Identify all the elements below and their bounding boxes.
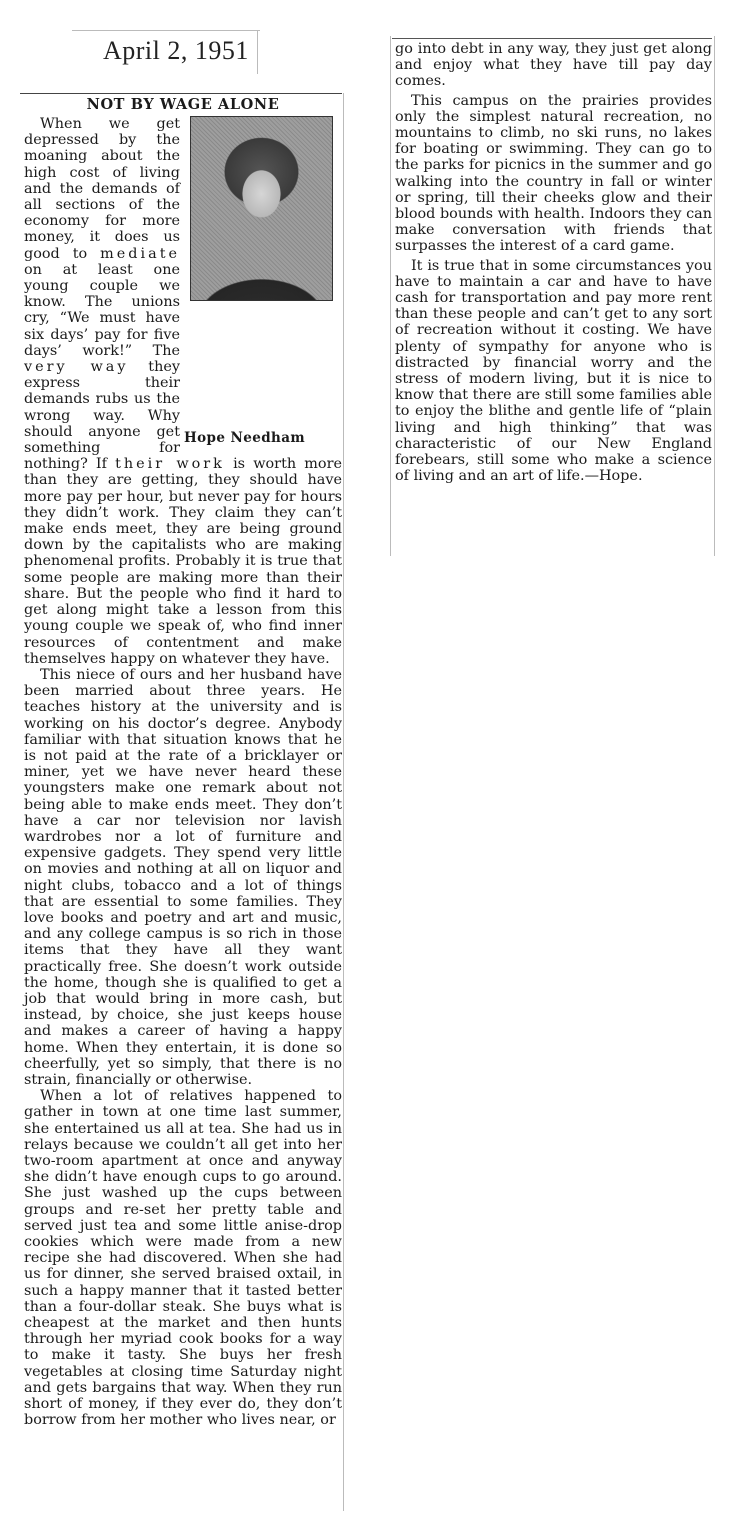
column-divider-right: [714, 36, 715, 556]
date-rule-side: [257, 30, 258, 74]
text-run: very way: [24, 359, 129, 376]
paragraph-continued: go into debt in any way, they just get along and enjoy what they have till pay day comes.: [395, 41, 712, 90]
headline-rule: [20, 93, 342, 94]
text-run: mediate: [100, 245, 180, 262]
paragraph-3: When a lot of relatives happened to gather in town at one time last summer, she entertained us all at tea. She had us in relays because we couldn’t all get into her two-room apartment at once and anyway she didn’t have enough cups to go around. She just washed up the cups between groups and re-set her pretty table and served just tea and some little anise-drop cookies which were made from a new recipe she had discovered. When she had us for dinner, she served braised oxtail, in such a happy manner that it tasted better than a four-dollar steak. She buys what is cheapest at the market and then hunts through her myriad cook books for a way to make it tasty. She buys her fresh vegetables at closing time Saturday night and gets bargains that way. When they run short of money, if they ever do, they don’t borrow from her mother who lives near, or: [24, 1088, 342, 1429]
author-photo: [190, 116, 333, 301]
text-run: their work: [115, 456, 225, 473]
photo-block: [184, 116, 342, 444]
paragraph-5: It is true that in some circumstances you have to maintain a car and have to have cash for transportation and pay more rent than these people and can’t get to any sort of recreation without it costing. We have plenty of sympathy for anyone who is distracted by financial worry and the stress of modern living, but it is nice to know that there are still some families able to enjoy the blithe and gentle life of “plain living and high thinking” that was characteristic of our New England forebears, still some who make a science of living and an art of life.—Hope.: [395, 257, 712, 485]
date-rule: [72, 30, 260, 31]
text-run: When we get depressed by the moaning about the high cost of living and the demands of all sections of the economy for more money, it does us good to: [24, 116, 180, 262]
text-run: they express their demands rubs us the wrong way. Why should anyone get something for nothing? If: [24, 359, 180, 473]
paragraph-2: This niece of ours and her husband have been married about three years. He teaches history at the university and is working on his doctor’s degree. Anybody familiar with that situation knows that he is not paid at the rate of a bricklayer or miner, yet we have never heard these youngsters make one remark about not being able to make ends meet. They don’t have a car nor television nor lavish wardrobes nor a lot of furniture and expensive gadgets. They spend very little on movies and nothing at all on liquor and night clubs, tobacco and a lot of things that are essential to some families. They love books and poetry and art and music, and any college campus is so rich in those items that they have all they want practically free. She doesn’t work outside the home, though she is qualified to get a job that would bring in more cash, but instead, by choice, she just keeps house and makes a career of having a happy home. When they entertain, it is done so cheerfully, yet so simply, that there is no strain, financially or otherwise.: [24, 666, 342, 1088]
text-run: is worth more than they are getting, they should have more pay per hour, but never pay for hours they didn’t work. They claim they can’t make ends meet, they are being ground down by the capitalists who are making phenomenal profits. Probably it is true that some people are making more than their share. But the people who find it hard to get along might take a lesson from this young couple we speak of, who find inner resources of contentment and make themselves happy on whatever they have.: [24, 456, 342, 667]
article-column-right: [395, 41, 712, 484]
column-divider-left: [390, 36, 391, 556]
article-column-left: [24, 116, 342, 1428]
column-top-rule: [392, 38, 712, 39]
text-run: on at least one young couple we know. The unions cry, “We must have six days’ pay for five days’ work!” The: [24, 261, 180, 359]
article-headline: NOT BY WAGE ALONE: [86, 96, 280, 113]
paragraph-4: This campus on the prairies provides only the simplest natural recreation, no mountains to climb, no ski runs, no lakes for boating or swimming. They can go to the parks for picnics in the summer and go walking into the country in fall or winter or spring, till their cheeks glow and their blood bounds with health. Indoors they can make conversation with friends that surpasses the interest of a card game.: [395, 92, 712, 255]
photo-caption: Hope Needham: [184, 430, 306, 446]
date-stamp: April 2, 1951: [103, 36, 249, 65]
column-divider: [343, 93, 344, 1511]
